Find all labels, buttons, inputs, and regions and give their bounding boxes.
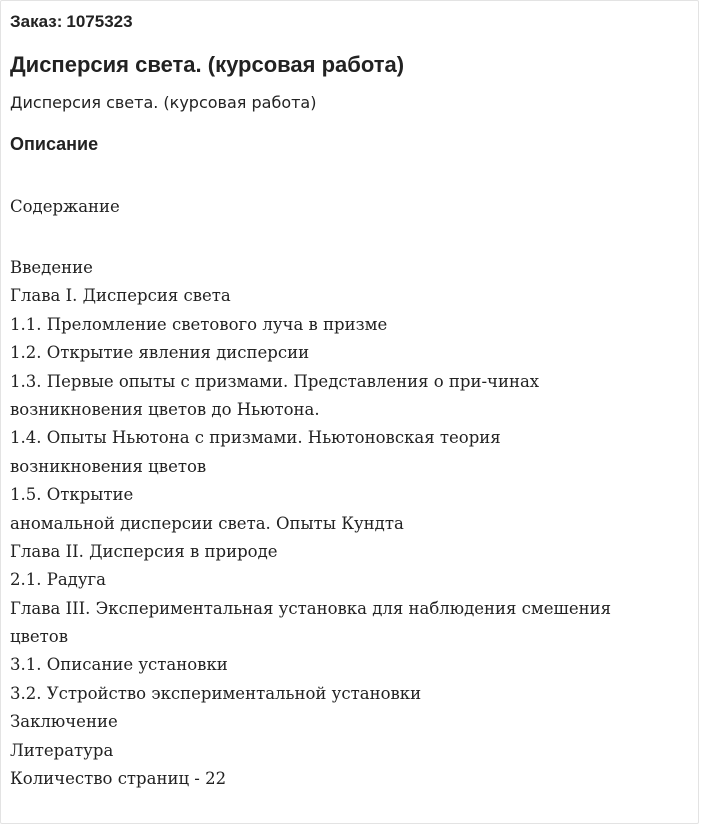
- order-label: Заказ:: [10, 12, 63, 31]
- order-number-line: [10, 12, 133, 32]
- contents-line: Количество страниц - 22: [10, 769, 227, 789]
- page-title: Дисперсия света. (курсовая работа): [10, 52, 405, 77]
- contents-line: Глава I. Дисперсия света: [10, 286, 231, 306]
- contents-line: Глава III. Экспериментальная установка для наблюдения смешения: [10, 598, 612, 618]
- contents-line: возникновения цветов: [10, 456, 207, 476]
- contents-line: возникновения цветов до Ньютона.: [10, 399, 320, 419]
- contents-title: Содержание: [10, 197, 120, 216]
- contents-line: Введение: [10, 258, 93, 277]
- contents-line: 3.2. Устройство экспериментальной установки: [10, 683, 422, 703]
- order-number: 1075323: [66, 12, 133, 31]
- contents-list: [10, 254, 690, 793]
- contents-line: цветов: [10, 627, 69, 647]
- contents-line: 1.4. Опыты Ньютона с призмами. Ньютоновская теория: [10, 428, 501, 448]
- contents-line: 2.1. Радуга: [10, 570, 107, 590]
- contents-line: аномальной дисперсии света. Опыты Кундта: [10, 513, 404, 533]
- contents-line: 3.1. Описание установки: [10, 655, 228, 675]
- contents-line: Заключение: [10, 712, 118, 732]
- contents-line: 1.2. Открытие явления дисперсии: [10, 343, 310, 363]
- page-subtitle: Дисперсия света. (курсовая работа): [10, 93, 317, 112]
- contents-line: 1.5. Открытие: [10, 485, 134, 505]
- description-heading: Описание: [10, 134, 99, 154]
- contents-line: 1.1. Преломление светового луча в призме: [10, 314, 388, 334]
- contents-line: Глава II. Дисперсия в природе: [10, 541, 278, 561]
- contents-line: Литература: [10, 740, 114, 760]
- contents-line: 1.3. Первые опыты с призмами. Представления о при-чинах: [10, 371, 540, 391]
